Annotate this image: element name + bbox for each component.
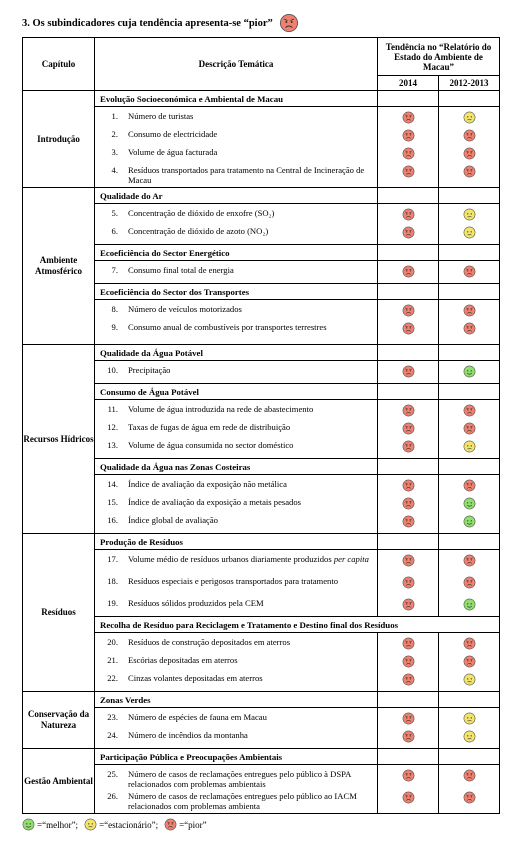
trend-2014-cell — [378, 633, 439, 692]
section-title: Ecoeficiência do Sector Energético — [95, 245, 378, 261]
item-text-main: Número de incêndios da montanha — [128, 730, 248, 740]
item-number: 7. — [111, 265, 118, 275]
legend-label: =“pior” — [179, 819, 207, 830]
item-text-main: Taxas de fugas de água em rede de distribuição — [128, 422, 291, 432]
section-row — [23, 617, 500, 633]
item-text — [128, 129, 377, 139]
items-cell — [95, 765, 378, 814]
item-text — [128, 497, 377, 507]
section-title: Evolução Socioeconómica e Ambiental de Macau — [95, 91, 378, 107]
pior-face-icon — [439, 147, 499, 165]
items-row — [23, 204, 500, 245]
pior-face-icon — [378, 129, 438, 147]
item-text — [128, 769, 377, 789]
pior-face-icon — [378, 598, 438, 616]
section-empty-cell — [439, 749, 500, 765]
section-row — [23, 384, 500, 400]
trend-2012-2013-cell — [439, 361, 500, 384]
item-number: 5. — [111, 208, 118, 218]
item-number: 19. — [107, 598, 118, 608]
section-title: Qualidade da Água Potável — [95, 345, 378, 361]
item-text-main: Concentração de dióxido de azoto (NO₂) — [128, 226, 269, 236]
pior-face-icon — [439, 422, 499, 440]
section-row — [23, 188, 500, 204]
section-empty-cell — [439, 459, 500, 475]
pior-face-icon — [378, 791, 438, 813]
chapter-name: Conservação da Natureza — [23, 692, 95, 749]
list-item — [95, 165, 377, 187]
section-empty-cell — [439, 91, 500, 107]
list-item — [95, 598, 377, 616]
trend-2014-cell — [378, 400, 439, 459]
item-text — [128, 637, 377, 647]
section-title: Recolha de Resíduo para Reciclagem e Tratamento e Destino final dos Resíduos — [95, 617, 500, 633]
legend-label: =“estacionário”; — [99, 819, 159, 830]
item-number: 2. — [111, 129, 118, 139]
items-row — [23, 400, 500, 459]
section-title: Qualidade da Água nas Zonas Costeiras — [95, 459, 378, 475]
item-number: 21. — [107, 655, 118, 665]
section-row — [23, 284, 500, 300]
item-text — [128, 673, 377, 683]
chapter-name: Gestão Ambiental — [23, 749, 95, 814]
items-cell — [95, 633, 378, 692]
section-empty-cell — [378, 245, 439, 261]
pior-face-icon — [378, 576, 438, 598]
items-cell — [95, 708, 378, 749]
pior-face-icon — [439, 304, 499, 322]
pior-face-icon — [439, 655, 499, 673]
items-row — [23, 361, 500, 384]
trend-2012-2013-cell — [439, 550, 500, 617]
pior-face-icon — [378, 637, 438, 655]
indicator-table — [22, 37, 500, 814]
section-empty-cell — [439, 692, 500, 708]
item-text-main: Volume de água consumida no sector doméstico — [128, 440, 294, 450]
item-text — [128, 515, 377, 525]
estacionario-face-icon — [439, 730, 499, 748]
section-heading — [22, 12, 299, 34]
list-item — [95, 554, 377, 576]
trend-2014-cell — [378, 550, 439, 617]
item-text-main: Resíduos transportados para tratamento na Central de Incineração de Macau — [128, 165, 365, 185]
section-empty-cell — [378, 459, 439, 475]
trend-2014-cell — [378, 300, 439, 345]
item-text-main: Cinzas volantes depositadas em aterros — [128, 673, 263, 683]
pior-face-icon — [378, 515, 438, 533]
list-item — [95, 673, 377, 691]
pior-face-icon — [279, 13, 299, 33]
items-cell — [95, 550, 378, 617]
item-number: 17. — [107, 554, 118, 564]
list-item — [95, 365, 377, 383]
pior-face-icon — [439, 165, 499, 187]
item-number: 12. — [107, 422, 118, 432]
item-number: 25. — [107, 769, 118, 779]
section-row — [23, 91, 500, 107]
item-text — [128, 111, 377, 121]
list-item — [95, 322, 377, 344]
item-number: 8. — [111, 304, 118, 314]
trend-2012-2013-cell — [439, 400, 500, 459]
item-text-main: Consumo final total de energia — [128, 265, 234, 275]
item-number: 18. — [107, 576, 118, 586]
item-number: 15. — [107, 497, 118, 507]
item-text — [128, 554, 377, 564]
item-number: 4. — [111, 165, 118, 175]
items-row — [23, 300, 500, 345]
trend-2012-2013-cell — [439, 261, 500, 284]
trend-2014-cell — [378, 204, 439, 245]
section-row — [23, 245, 500, 261]
pior-face-icon — [378, 147, 438, 165]
pior-face-icon — [378, 365, 438, 383]
items-row — [23, 765, 500, 814]
melhor-face-icon — [22, 818, 35, 831]
pior-face-icon — [439, 769, 499, 791]
list-item — [95, 479, 377, 497]
pior-face-icon — [378, 404, 438, 422]
item-text — [128, 655, 377, 665]
item-text — [128, 479, 377, 489]
item-number: 9. — [111, 322, 118, 332]
list-item — [95, 576, 377, 598]
item-text-main: Volume de água facturada — [128, 147, 218, 157]
melhor-face-icon — [439, 497, 499, 515]
item-number: 1. — [111, 111, 118, 121]
pior-face-icon — [378, 673, 438, 691]
pior-face-icon — [378, 165, 438, 187]
list-item — [95, 712, 377, 730]
estacionario-face-icon — [84, 818, 97, 831]
section-empty-cell — [378, 749, 439, 765]
header-capitulo: Capítulo — [23, 38, 95, 91]
item-text — [128, 730, 377, 740]
pior-face-icon — [439, 554, 499, 576]
trend-2014-cell — [378, 261, 439, 284]
items-cell — [95, 475, 378, 534]
trend-2012-2013-cell — [439, 204, 500, 245]
item-text-main: Volume médio de resíduos urbanos diariamente produzidos — [128, 554, 332, 564]
items-cell — [95, 107, 378, 188]
section-row — [23, 749, 500, 765]
item-text-italic: per capita — [333, 554, 369, 564]
item-number: 20. — [107, 637, 118, 647]
item-text — [128, 165, 377, 185]
section-title: Qualidade do Ar — [95, 188, 378, 204]
estacionario-face-icon — [439, 208, 499, 226]
item-text — [128, 422, 377, 432]
section-row — [23, 345, 500, 361]
item-text-main: Número de casos de reclamações entregues pelo público à DSPA relacionados com problemas ambientais — [128, 769, 351, 789]
item-number: 24. — [107, 730, 118, 740]
pior-face-icon — [439, 322, 499, 344]
section-empty-cell — [439, 188, 500, 204]
section-empty-cell — [439, 384, 500, 400]
list-item — [95, 655, 377, 673]
item-text — [128, 598, 377, 608]
pior-face-icon — [439, 479, 499, 497]
item-text — [128, 226, 377, 236]
pior-face-icon — [378, 497, 438, 515]
item-text-main: Índice de avaliação da exposição não metálica — [128, 479, 287, 489]
items-cell — [95, 361, 378, 384]
item-text — [128, 791, 377, 811]
list-item — [95, 129, 377, 147]
trend-2012-2013-cell — [439, 300, 500, 345]
pior-face-icon — [378, 554, 438, 576]
trend-2012-2013-cell — [439, 107, 500, 188]
trend-2014-cell — [378, 708, 439, 749]
items-row — [23, 550, 500, 617]
pior-face-icon — [378, 730, 438, 748]
section-empty-cell — [378, 284, 439, 300]
header-descricao: Descrição Temática — [95, 38, 378, 91]
trend-2014-cell — [378, 361, 439, 384]
item-text — [128, 208, 377, 218]
items-row — [23, 475, 500, 534]
trend-2012-2013-cell — [439, 475, 500, 534]
legend-label: =“melhor”; — [37, 819, 79, 830]
pior-face-icon — [439, 576, 499, 598]
pior-face-icon — [439, 791, 499, 813]
item-text-main: Índice global de avaliação — [128, 515, 218, 525]
trend-2014-cell — [378, 765, 439, 814]
pior-face-icon — [378, 226, 438, 244]
item-number: 26. — [107, 791, 118, 801]
section-empty-cell — [378, 384, 439, 400]
section-title: Ecoeficiência do Sector dos Transportes — [95, 284, 378, 300]
pior-face-icon — [378, 440, 438, 458]
pior-face-icon — [378, 265, 438, 283]
item-number: 14. — [107, 479, 118, 489]
estacionario-face-icon — [439, 440, 499, 458]
section-title: Produção de Resíduos — [95, 534, 378, 550]
chapter-name: Introdução — [23, 91, 95, 188]
item-number: 10. — [107, 365, 118, 375]
item-number: 23. — [107, 712, 118, 722]
section-empty-cell — [439, 284, 500, 300]
item-text-main: Consumo de electricidade — [128, 129, 218, 139]
list-item — [95, 515, 377, 533]
pior-face-icon — [378, 655, 438, 673]
section-title: Zonas Verdes — [95, 692, 378, 708]
chapter-name: Recursos Hídricos — [23, 345, 95, 534]
list-item — [95, 304, 377, 322]
list-item — [95, 637, 377, 655]
item-text-main: Resíduos especiais e perigosos transportados para tratamento — [128, 576, 339, 586]
section-empty-cell — [378, 188, 439, 204]
item-text-main: Número de casos de reclamações entregues pelo público ao IACM relacionados com problemas ambienta — [128, 791, 357, 811]
melhor-face-icon — [439, 515, 499, 533]
items-cell — [95, 300, 378, 345]
item-text — [128, 576, 377, 586]
estacionario-face-icon — [439, 111, 499, 129]
item-text-main: Número de espécies de fauna em Macau — [128, 712, 267, 722]
section-empty-cell — [439, 345, 500, 361]
item-text-main: Consumo anual de combustíveis por transportes terrestres — [128, 322, 327, 332]
item-text-main: Escórias depositadas em aterros — [128, 655, 238, 665]
section-row — [23, 534, 500, 550]
list-item — [95, 497, 377, 515]
section-empty-cell — [378, 534, 439, 550]
section-title: Participação Pública e Preocupações Ambientais — [95, 749, 378, 765]
item-text — [128, 404, 377, 414]
items-row — [23, 633, 500, 692]
list-item — [95, 730, 377, 748]
item-number: 11. — [107, 404, 118, 414]
items-cell — [95, 204, 378, 245]
item-text — [128, 322, 377, 332]
item-number: 3. — [111, 147, 118, 157]
item-text-main: Índice de avaliação da exposição a metais pesados — [128, 497, 301, 507]
trend-2014-cell — [378, 107, 439, 188]
list-item — [95, 769, 377, 791]
melhor-face-icon — [439, 598, 499, 616]
section-title: Consumo de Água Potável — [95, 384, 378, 400]
item-text-main: Resíduos sólidos produzidos pela CEM — [128, 598, 264, 608]
pior-face-icon — [439, 637, 499, 655]
trend-2014-cell — [378, 475, 439, 534]
section-empty-cell — [378, 345, 439, 361]
items-cell — [95, 261, 378, 284]
item-text-main: Resíduos de construção depositados em aterros — [128, 637, 291, 647]
list-item — [95, 147, 377, 165]
estacionario-face-icon — [439, 712, 499, 730]
chapter-name: Resíduos — [23, 534, 95, 692]
item-number: 16. — [107, 515, 118, 525]
list-item — [95, 404, 377, 422]
items-cell — [95, 400, 378, 459]
item-text-main: Precipitação — [128, 365, 171, 375]
trend-2012-2013-cell — [439, 765, 500, 814]
list-item — [95, 422, 377, 440]
legend — [22, 818, 213, 831]
list-item — [95, 791, 377, 813]
item-text — [128, 365, 377, 375]
pior-face-icon — [439, 404, 499, 422]
pior-face-icon — [164, 818, 177, 831]
heading-title: 3. Os subindicadores cuja tendência apresenta-se “pior” — [22, 17, 273, 29]
list-item — [95, 208, 377, 226]
pior-face-icon — [439, 265, 499, 283]
estacionario-face-icon — [439, 226, 499, 244]
estacionario-face-icon — [439, 673, 499, 691]
item-text-main: Volume de água introduzida na rede de abastecimento — [128, 404, 314, 414]
section-empty-cell — [378, 91, 439, 107]
section-row — [23, 692, 500, 708]
list-item — [95, 440, 377, 458]
chapter-name: Ambiente Atmosférico — [23, 188, 95, 345]
items-row — [23, 107, 500, 188]
pior-face-icon — [378, 769, 438, 791]
header-2014: 2014 — [378, 76, 439, 91]
section-row — [23, 459, 500, 475]
item-text — [128, 147, 377, 157]
pior-face-icon — [378, 111, 438, 129]
item-text-main: Número de veículos motorizados — [128, 304, 242, 314]
list-item — [95, 265, 377, 283]
list-item — [95, 111, 377, 129]
pior-face-icon — [378, 712, 438, 730]
trend-2012-2013-cell — [439, 708, 500, 749]
items-row — [23, 261, 500, 284]
item-text-main: Número de turistas — [128, 111, 194, 121]
pior-face-icon — [378, 479, 438, 497]
items-row — [23, 708, 500, 749]
pior-face-icon — [378, 422, 438, 440]
item-number: 22. — [107, 673, 118, 683]
pior-face-icon — [378, 322, 438, 344]
list-item — [95, 226, 377, 244]
item-text-main: Concentração de dióxido de enxofre (SO₂) — [128, 208, 275, 218]
section-empty-cell — [439, 245, 500, 261]
item-number: 6. — [111, 226, 118, 236]
item-text — [128, 304, 377, 314]
pior-face-icon — [378, 304, 438, 322]
section-empty-cell — [439, 534, 500, 550]
item-text — [128, 712, 377, 722]
item-text — [128, 440, 377, 450]
header-2012-2013: 2012-2013 — [439, 76, 500, 91]
section-empty-cell — [378, 692, 439, 708]
header-tendencia: Tendência no “Relatório do Estado do Ambiente de Macau” — [378, 38, 500, 76]
item-text — [128, 265, 377, 275]
pior-face-icon — [439, 129, 499, 147]
trend-2012-2013-cell — [439, 633, 500, 692]
item-number: 13. — [107, 440, 118, 450]
melhor-face-icon — [439, 365, 499, 383]
pior-face-icon — [378, 208, 438, 226]
